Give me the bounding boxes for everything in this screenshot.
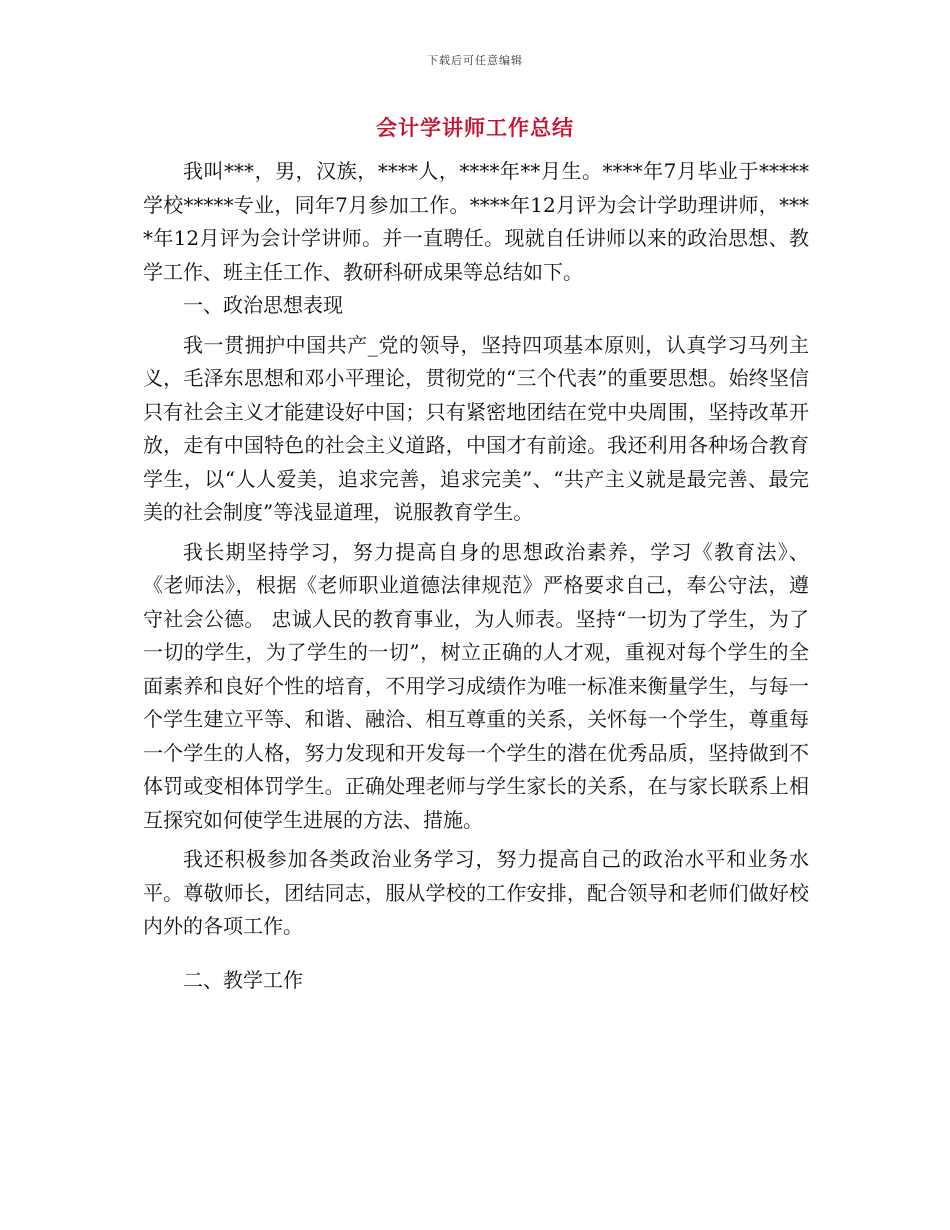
paragraph-study-ethics: 我长期坚持学习，努力提高自身的思想政治素养，学习《教育法》、 《老师法》，根据《老师职业道德法律规范》严格要求自己，奉公守法，遵守社会公德。 忠诚人民的教育事业，为人师表。坚持“一切为了学生，为了一切的学生，为了学生的一切”，树立正确的人才观，重视对每个学生的全面素养和良好个性的培育，不用学习成绩作为唯一标准来衡量学生，与每一个学生建立平等、和谐、融洽、相互尊重的关系，关怀每一个学生，尊重每一个学生的人格，努力发现和开发每一个学生的潜在优秀品质，坚持做到不体罚或变相体罚学生。正确处理老师与学生家长的关系，在与家长联系上相互探究如何使学生进展的方法、措施。 — [143, 539, 809, 832]
paragraph-intro: 我叫***，男，汉族，****人，****年**月生。****年7月毕业于*****学校*****专业，同年7月参加工作。****年12月评为会计学助理讲师，****年12月评为会计学讲师。并一直聘任。现就自任讲师以来的政治思想、教学工作、班主任工作、教研科研成果等总结如下。 — [143, 159, 809, 284]
section-heading-political: 一、政治思想表现 — [183, 293, 343, 317]
paragraph-business-study: 我还积极参加各类政治业务学习，努力提高自己的政治水平和业务水平。尊敬师长，团结同志，服从学校的工作安排，配合领导和老师们做好校内外的各项工作。 — [143, 847, 809, 938]
document-title: 会计学讲师工作总结 — [376, 115, 574, 140]
paragraph-political-stance: 我一贯拥护中国共产_党的领导，坚持四项基本原则，认真学习马列主义，毛泽东思想和邓小平理论，贯彻党的“三个代表”的重要思想。始终坚信只有社会主义才能建设好中国；只有紧密地团结在党中央周围，坚持改革开放，走有中国特色的社会主义道路，中国才有前途。我还利用各种场合教育学生，以“人人爱美，追求完善，追求完美”、“共产主义就是最完善、最完美的社会制度”等浅显道理，说服教育学生。 — [143, 332, 809, 524]
section-heading-teaching: 二、教学工作 — [183, 967, 303, 992]
document-body — [143, 155, 809, 997]
header-note: 下载后可任意编辑 — [427, 54, 523, 67]
